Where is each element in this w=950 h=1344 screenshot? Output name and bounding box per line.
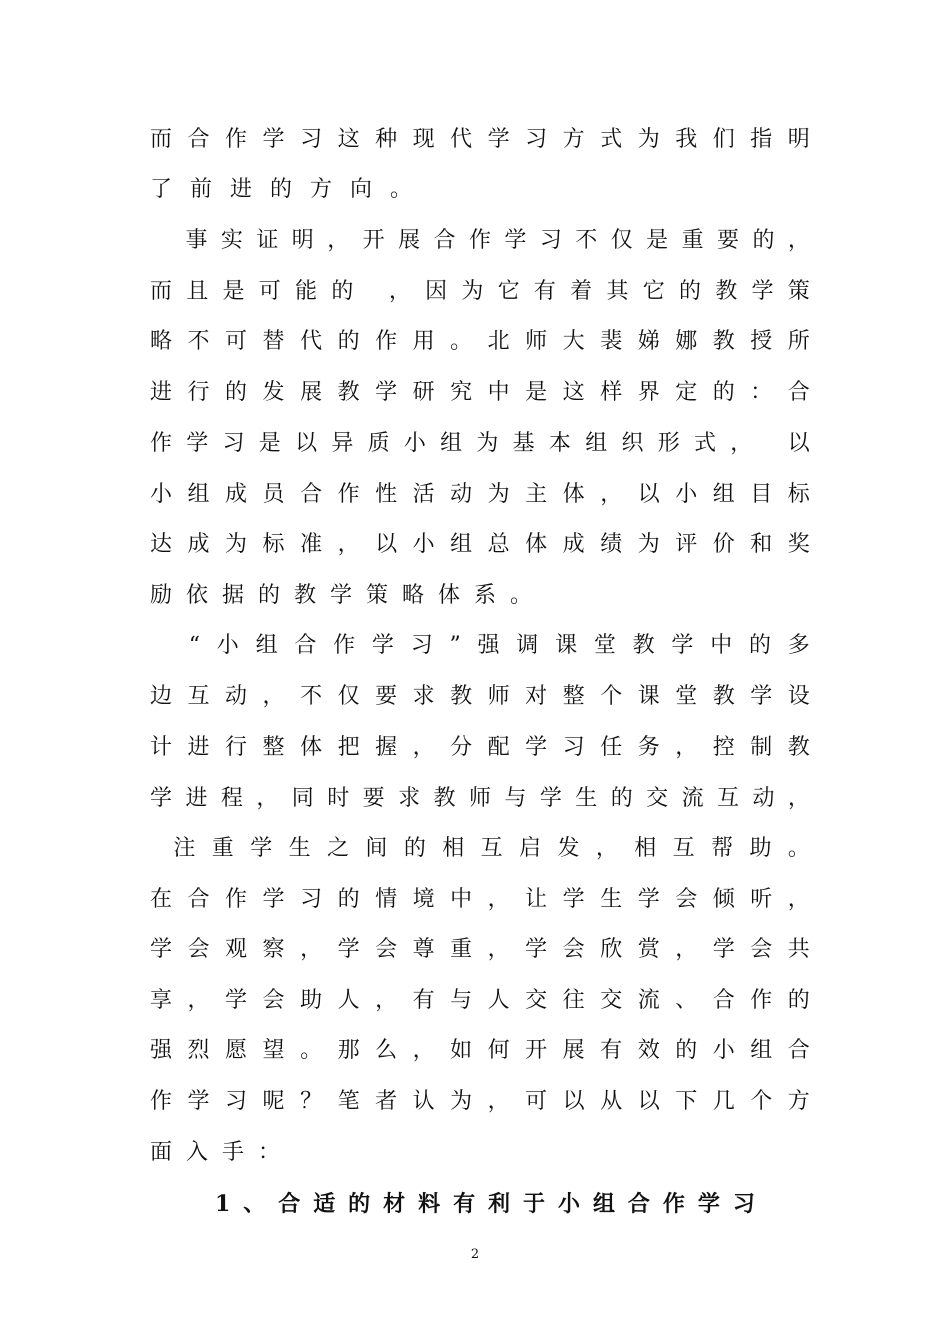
text-line: 在 合 作 学 习 的 情 境 中 ， 让 学 生 学 会 倾 听 ， xyxy=(150,887,810,912)
text-line: 达 成 为 标 准 ， 以 小 组 总 体 成 绩 为 评 价 和 奖 xyxy=(150,532,810,557)
text-line: 小 组 成 员 合 作 性 活 动 为 主 体 ， 以 小 组 目 标 xyxy=(150,482,810,507)
page-number: 2 xyxy=(470,1247,480,1262)
text-line: 注 重 学 生 之 间 的 相 互 启 发 ， 相 互 帮 助 。 xyxy=(173,836,810,861)
text-line: “ 小 组 合 作 学 习 ” 强 调 课 堂 教 学 中 的 多 xyxy=(188,633,810,658)
text-line: 而 且 是 可 能 的 ， 因 为 它 有 着 其 它 的 教 学 策 xyxy=(150,279,810,304)
text-line: 强 烈 愿 望 。 那 么 ， 如 何 开 展 有 效 的 小 组 合 xyxy=(150,1038,810,1063)
text-line: 励 依 据 的 教 学 策 略 体 系 。 xyxy=(150,583,533,608)
text-line: 事 实 证 明 ， 开 展 合 作 学 习 不 仅 是 重 要 的 ， xyxy=(185,228,810,253)
text-line: 作 学 习 呢 ？ 笔 者 认 为 ， 可 以 从 以 下 几 个 方 xyxy=(150,1089,810,1114)
text-line: 学 进 程 ， 同 时 要 求 教 师 与 学 生 的 交 流 互 动 ， xyxy=(150,786,810,811)
text-line: 了 前 进 的 方 向 。 xyxy=(150,177,413,202)
text-line: 进 行 的 发 展 教 学 研 究 中 是 这 样 界 定 的 ： 合 xyxy=(150,380,810,405)
section-heading: 1 、 合 适 的 材 料 有 利 于 小 组 合 作 学 习 xyxy=(215,1191,755,1217)
text-line: 边 互 动 ， 不 仅 要 求 教 师 对 整 个 课 堂 教 学 设 xyxy=(150,684,810,709)
text-line: 享 ， 学 会 助 人 ， 有 与 人 交 往 交 流 、 合 作 的 xyxy=(150,988,810,1013)
text-line: 计 进 行 整 体 把 握 ， 分 配 学 习 任 务 ， 控 制 教 xyxy=(150,735,810,760)
text-line: 略 不 可 替 代 的 作 用 。 北 师 大 裴 娣 娜 教 授 所 xyxy=(150,329,810,354)
text-line: 而 合 作 学 习 这 种 现 代 学 习 方 式 为 我 们 指 明 xyxy=(150,127,810,152)
text-line: 学 会 观 察 ， 学 会 尊 重 ， 学 会 欣 赏 ， 学 会 共 xyxy=(150,937,810,962)
text-line: 作 学 习 是 以 异 质 小 组 为 基 本 组 织 形 式 ， 以 xyxy=(150,431,810,456)
text-line: 面 入 手 ： xyxy=(150,1140,281,1165)
